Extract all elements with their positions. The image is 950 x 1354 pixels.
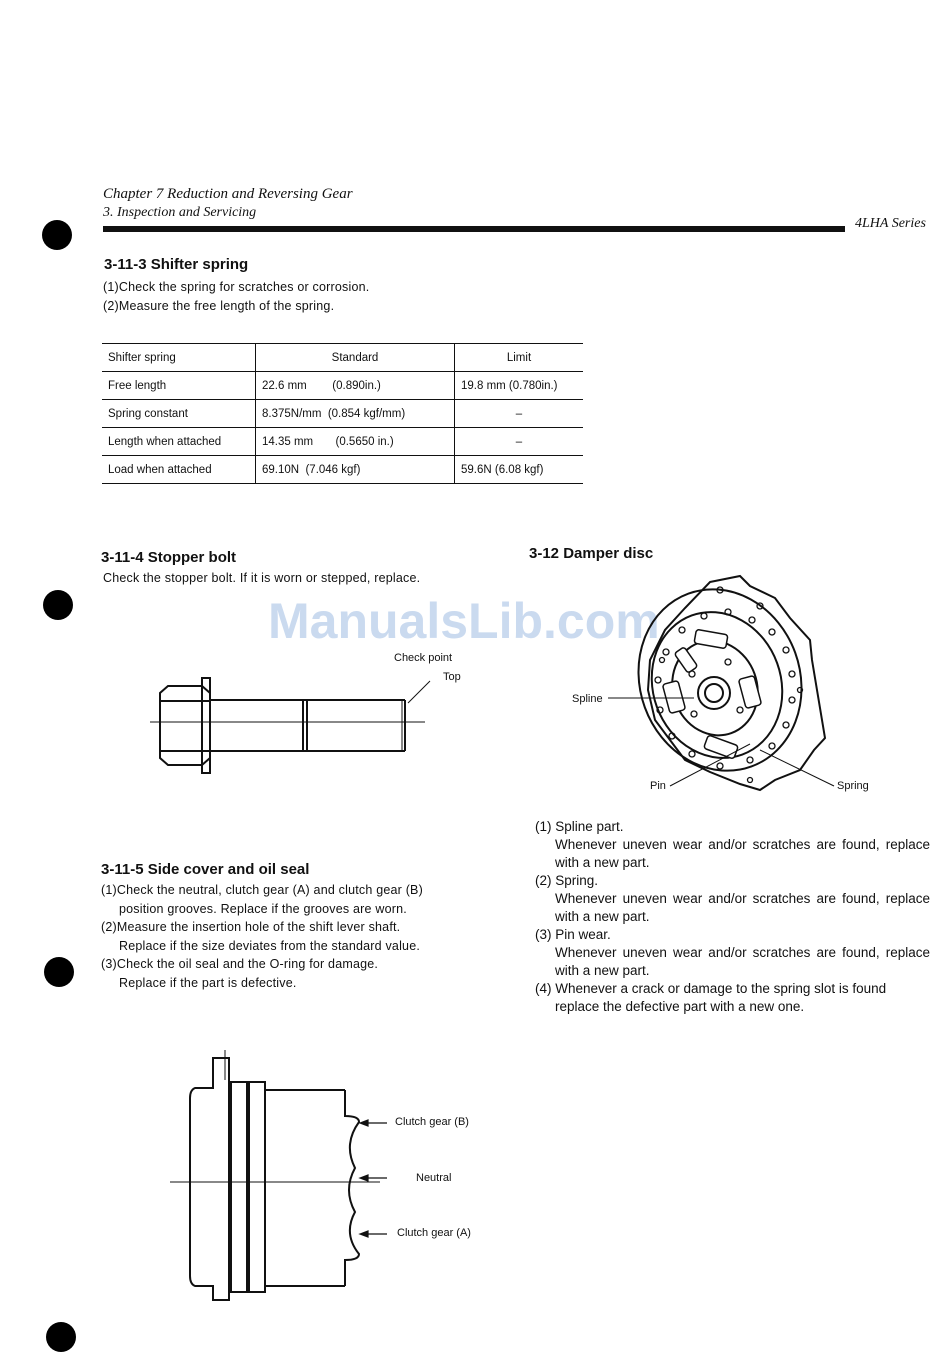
table-row xyxy=(102,428,583,456)
table-header: Limit xyxy=(455,344,584,372)
shifter-spring-steps xyxy=(103,278,369,315)
series-label: 4LHA Series xyxy=(855,216,926,231)
list-item-2: (2) Spring. xyxy=(535,873,599,888)
list-item-3-detail: Whenever uneven wear and/or scratches are found, replace with a new part. xyxy=(555,945,930,978)
stopper-bolt-text: Check the stopper bolt. If it is worn or stepped, replace. xyxy=(103,571,421,585)
pin-label: Pin xyxy=(650,780,666,792)
stopper-bolt-heading: 3-11-4 Stopper bolt xyxy=(101,549,237,566)
spring-label: Spring xyxy=(837,780,869,792)
list-item-3: (3) Pin wear. xyxy=(535,927,611,942)
list-item-4: (4) Whenever a crack or damage to the spring slot is found xyxy=(535,981,887,996)
damper-disc-diagram xyxy=(600,570,840,800)
punch-hole-3 xyxy=(44,957,74,987)
list-item-1-detail: Whenever uneven wear and/or scratches are found, replace with a new part. xyxy=(555,837,930,870)
list-item-4-detail: replace the defective part with a new one. xyxy=(555,999,805,1014)
table-cell: 14.35 mm (0.5650 in.) xyxy=(256,428,455,456)
list-item-1: (1) Spline part. xyxy=(535,819,624,834)
damper-disc-heading: 3-12 Damper disc xyxy=(529,545,654,562)
top-label: Top xyxy=(443,671,461,683)
damper-disc-list xyxy=(535,818,930,1016)
side-cover-diagram xyxy=(165,1050,405,1310)
table-cell: Free length xyxy=(108,379,167,392)
punch-hole-4 xyxy=(46,1322,76,1352)
stopper-bolt-diagram xyxy=(140,645,480,775)
table-cell: 19.8 mm (0.780in.) xyxy=(455,372,584,400)
step-3: (3)Check the oil seal and the O-ring for damage. xyxy=(101,957,379,971)
neutral-label: Neutral xyxy=(416,1172,452,1184)
step-1-cont: position grooves. Replace if the grooves are worn. xyxy=(119,901,407,916)
table-header: Shifter spring xyxy=(108,351,176,364)
clutch-gear-b-label: Clutch gear (B) xyxy=(395,1116,469,1128)
punch-hole-2 xyxy=(43,590,73,620)
table-row xyxy=(102,400,583,428)
chapter-title: Chapter 7 Reduction and Reversing Gear xyxy=(103,186,353,202)
table-cell: – xyxy=(455,400,584,428)
shifter-spring-table xyxy=(102,343,583,484)
table-cell: 59.6N (6.08 kgf) xyxy=(455,456,584,484)
step-2-cont: Replace if the size deviates from the standard value. xyxy=(119,938,421,953)
header-rule xyxy=(103,226,845,232)
table-cell: 8.375N/mm (0.854 kgf/mm) xyxy=(256,400,455,428)
punch-hole-1 xyxy=(42,220,72,250)
side-cover-heading: 3-11-5 Side cover and oil seal xyxy=(101,861,310,878)
table-cell: – xyxy=(455,428,584,456)
table-cell: Spring constant xyxy=(108,407,188,420)
table-header: Standard xyxy=(256,344,455,372)
table-cell: Length when attached xyxy=(108,435,222,448)
shifter-spring-heading: 3-11-3 Shifter spring xyxy=(104,256,249,273)
step-2: (2)Measure the free length of the spring. xyxy=(103,298,335,313)
step-3-cont: Replace if the part is defective. xyxy=(119,975,297,990)
table-row xyxy=(102,456,583,484)
section-title-header: 3. Inspection and Servicing xyxy=(103,205,257,220)
check-point-label: Check point xyxy=(394,652,453,664)
table-row xyxy=(102,372,583,400)
step-1: (1)Check the neutral, clutch gear (A) and clutch gear (B) xyxy=(101,883,423,897)
spline-label: Spline xyxy=(572,693,603,705)
watermark: ManualsLib.com xyxy=(268,593,660,649)
list-item-2-detail: Whenever uneven wear and/or scratches are found, replace with a new part. xyxy=(555,891,930,924)
table-cell: 22.6 mm (0.890in.) xyxy=(256,372,455,400)
side-cover-steps xyxy=(101,881,487,992)
clutch-gear-a-label: Clutch gear (A) xyxy=(397,1227,471,1239)
step-1: (1)Check the spring for scratches or corrosion. xyxy=(103,280,370,294)
table-cell: Load when attached xyxy=(108,463,212,476)
step-2: (2)Measure the insertion hole of the shift lever shaft. xyxy=(101,920,401,934)
table-header-row xyxy=(102,344,583,372)
table-cell: 69.10N (7.046 kgf) xyxy=(256,456,455,484)
